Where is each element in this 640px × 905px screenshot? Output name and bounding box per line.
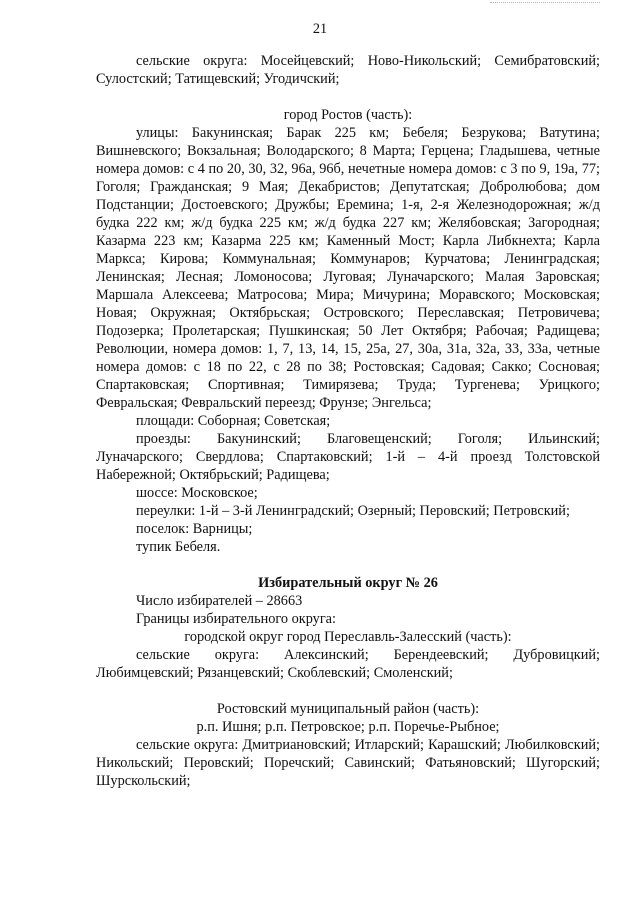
paragraph: сельские округа: Дмитриановский; Итларский; Карашский; Любилковский; Никольский; Перовский; Поречский; Савинский; Фатьяновский; Шугорский; Шурскольский; [96, 737, 600, 789]
paragraph: Число избирателей – 28663 [136, 593, 303, 609]
paragraph: поселок: Варницы; [136, 521, 253, 537]
section-heading: Избирательный округ № 26 [258, 575, 438, 591]
section-caption: город Ростов (часть): [283, 107, 413, 123]
section-caption: городской округ город Переславль-Залесский (часть): [184, 629, 512, 645]
paragraph: Границы избирательного округа: [136, 611, 337, 627]
paragraph: сельские округа: Алексинский; Берендеевский; Дубровицкий; Любимцевский; Рязанцевский; Скоблевский; Смоленский; [96, 647, 600, 681]
section-caption: Ростовский муниципальный район (часть): [216, 701, 480, 717]
paragraph: тупик Бебеля. [136, 539, 221, 555]
spacer [96, 556, 600, 574]
paragraph: площади: Соборная; Советская; [136, 413, 331, 429]
paragraph: шоссе: Московское; [136, 485, 258, 501]
page-number: 21 [312, 21, 328, 37]
spacer [96, 88, 600, 106]
spacer [96, 682, 600, 700]
paragraph: сельские округа: Мосейцевский; Ново-Никольский; Семибратовский; Сулостский; Татищевский; Угодичский; [96, 53, 600, 87]
document-body [96, 52, 600, 790]
paragraph: улицы: Бакунинская; Барак 225 км; Бебеля; Безрукова; Ватутина; Вишневского; Вокзальная; Володарского; 8 Марта; Герцена; Гладышева, четные номера домов: с 4 по 20, 30, 32, 96а, 96б, нечетные номера домов: с 3 по 9, 19а, 77; Гоголя; Гражданская; 9 Мая; Декабристов; Депутатская; Добролюбова; дом Подстанции; Достоевского; Дружбы; Еремина; 1-я, 2-я Железнодорожная; ж/д будка 222 км; ж/д будка 225 км; ж/д будка 227 км; Желябовская; Загородная; Казарма 223 км; Казарма 225 км; Каменный Мост; Карла Либкнехта; Карла Маркса; Кирова; Коммунальная; Коммунаров; Курчатова; Ленинградская; Ленинская; Лесная; Ломоносова; Луговая; Луначарского; Малая Заровская; Маршала Алексеева; Матросова; Мира; Мичурина; Моравского; Московская; Новая; Окружная; Октябрьская; Островского; Переславская; Петровичева; Подозерка; Пролетарская; Пушкинская; 50 Лет Октября; Рабочая; Радищева; Революции, номера домов: 1, 7, 13, 14, 15, 25а, 27, 30а, 31а, 32а, 33, 33а, четные номера домов: с 18 по 22, с 28 по 38; Ростовская; Садовая; Сакко; Сосновая; Спартаковская; Спортивная; Тимирязева; Труда; Тургенева; Урицкого; Февральская; Февральский переезд; Фрунзе; Энгельса; [96, 125, 600, 411]
section-caption: р.п. Ишня; р.п. Петровское; р.п. Поречье-Рыбное; [196, 719, 500, 735]
paragraph: проезды: Бакунинский; Благовещенский; Гоголя; Ильинский; Луначарского; Свердлова; Спартаковский; 1-й – 4-й проезд Толстовской Набережной; Октябрьский; Радищева; [96, 431, 600, 483]
scan-mark [490, 0, 600, 3]
paragraph: переулки: 1-й – 3-й Ленинградский; Озерный; Перовский; Петровский; [136, 503, 570, 519]
